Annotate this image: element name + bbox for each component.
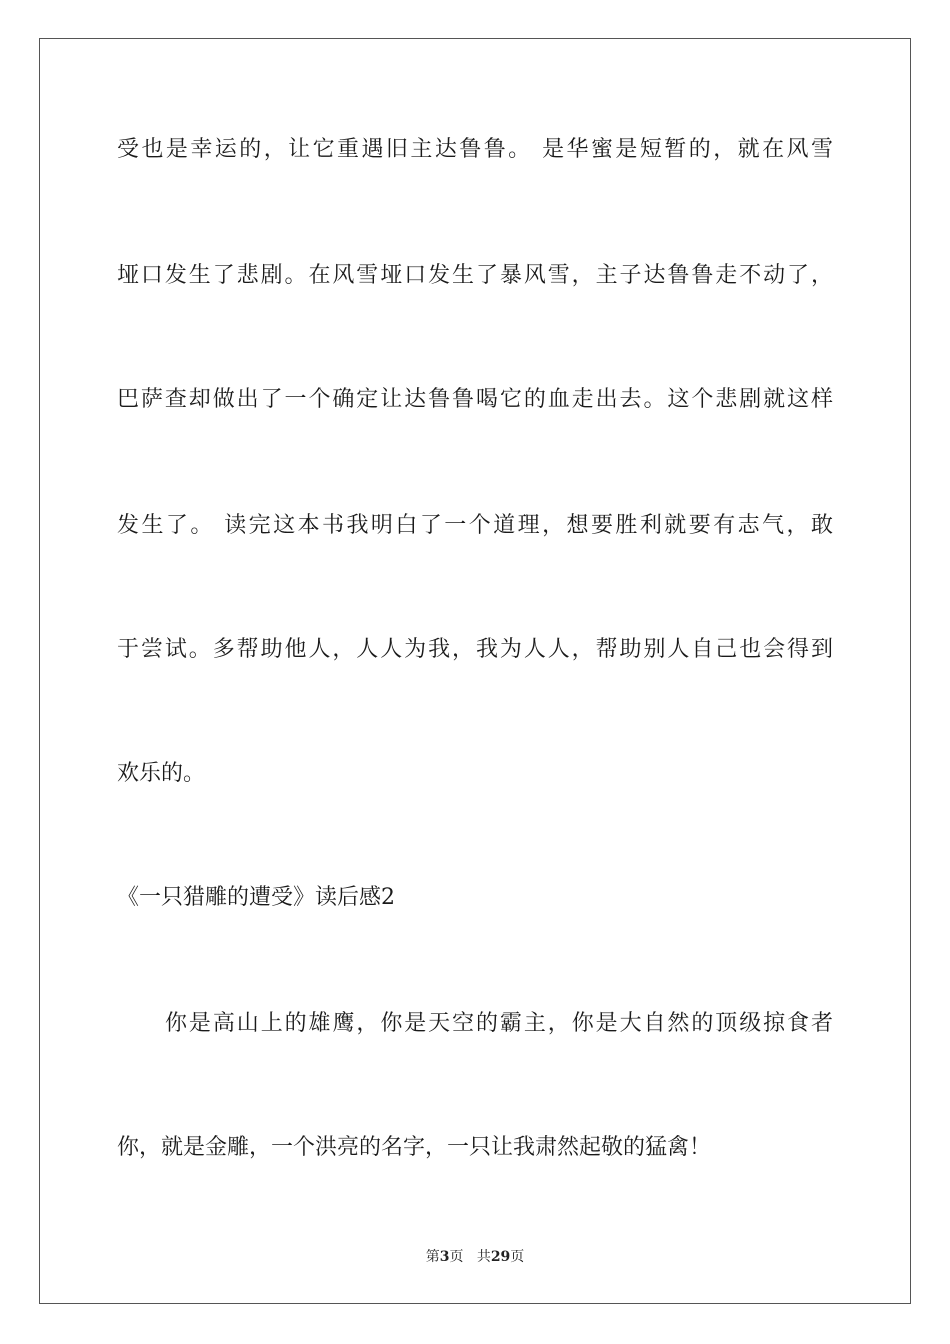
page-suffix: 页 [449,1249,464,1265]
text-line-8: 你，就是金雕，一个洪亮的名字，一只让我肃然起敬的猛禽！ [117,1135,712,1160]
text-line-5: 于尝试。多帮助他人，人人为我，我为人人，帮助别人自己也会得到 [117,637,833,662]
text-line-3: 巴萨查却做出了一个确定让达鲁鲁喝它的血走出去。这个悲剧就这样 [117,387,833,412]
total-suffix: 页 [510,1249,525,1265]
page-prefix: 第 [425,1249,440,1265]
page-number: 3 [439,1249,450,1265]
total-pages: 29 [490,1249,511,1265]
page-border [39,38,911,1304]
page-footer [0,1246,950,1266]
section-heading: 《一只猎雕的遭受》读后感2 [117,885,395,910]
total-prefix: 共 [476,1249,491,1265]
text-line-1: 受也是幸运的，让它重遇旧主达鲁鲁。 是华蜜是短暂的，就在风雪 [117,137,833,162]
text-line-6: 欢乐的。 [117,761,206,786]
text-line-7: 你是高山上的雄鹰，你是天空的霸主，你是大自然的顶级掠食者 [165,1011,833,1036]
text-line-4: 发生了。 读完这本书我明白了一个道理，想要胜利就要有志气，敢 [117,513,833,538]
text-line-2: 垭口发生了悲剧。在风雪垭口发生了暴风雪，主子达鲁鲁走不动了， [117,263,833,288]
